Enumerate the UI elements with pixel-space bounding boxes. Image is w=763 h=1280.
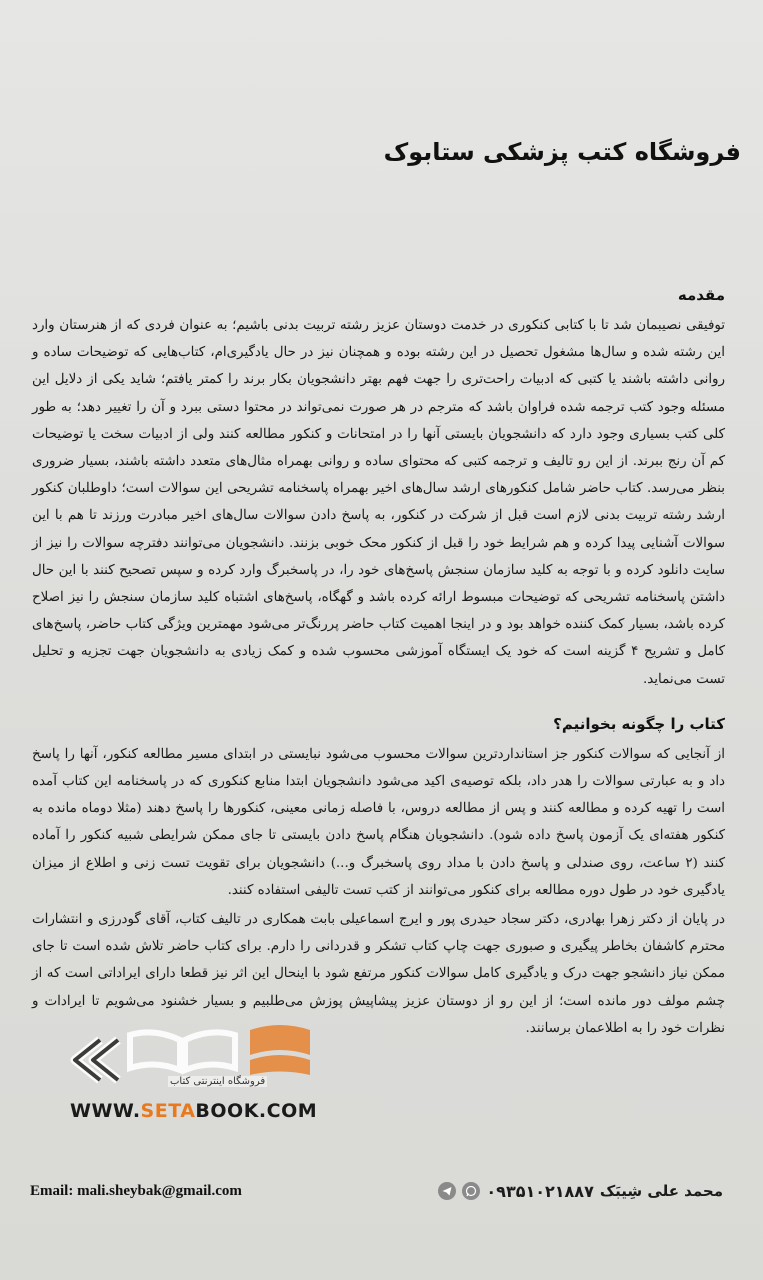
store-title: فروشگاه کتب پزشکی ستابوک [383, 138, 741, 166]
intro-heading: مقدمه [677, 286, 725, 304]
howto-paragraph-2: در پایان از دکتر زهرا بهادری، دکتر سجاد حیدری پور و ایرج اسماعیلی بابت همکاری در تالیف کتاب، آقای گودرزی و انتشارات محترم کاشفان بخاطر پیگیری و صبوری جهت چاپ کتاب تشکر و قدردانی را دارم. برای کتاب حاضر تلاش شده است تا جای ممکن نیاز دانشجو جهت درک و یادگیری کامل سوالات کنکور مرتفع شود با اینحال این اثر نیز قطعا دارای ایراداتی است که از چشم مولف دور مانده است؛ از این رو از دوستان عزیز پیشاپیش پوزش می‌طلبیم و بسیار خشنود می‌شویم تا ایرادات و نظرات خود را به اطلاعمان برسانند. [32, 912, 725, 1036]
author-name: محمد علی شِیبَک [599, 1182, 723, 1200]
howto-heading: کتاب را چگونه بخوانیم؟ [553, 714, 725, 733]
page-content [32, 286, 725, 1042]
logo-chevrons-icon [75, 1040, 118, 1080]
watermark-url [70, 1100, 317, 1122]
watermark-url-prefix: WWW. [70, 1100, 141, 1122]
watermark-url-accent: SETA [140, 1100, 196, 1122]
phone-number: ۰۹۳۵۱۰۲۱۸۸۷ [486, 1181, 594, 1201]
email-address: Email: mali.sheybak@gmail.com [30, 1182, 242, 1199]
howto-paragraph-1: از آنجایی که سوالات کنکور جز استانداردترین سوالات محسوب می‌شود نبایستی در ابتدای مسیر مطالعه کنکور، آنها را پاسخ داد و به عبارتی سوالات را هدر داد، بلکه توصیه‌ی اکید می‌شود دانشجویان ابتدا منابع کنکوری که در پاسخنامه این کتاب آمده است را تهیه کرده و مطالعه کنند و پس از مطالعه دروس، با فاصله زمانی معینی، کنکورها را پاسخ دهند (مثلا دوماه مانده به کنکور هفته‌ای یک آزمون پاسخ داده شود). دانشجویان هنگام پاسخ دادن بایستی تا جای ممکن شرایطی شبیه کنکور را آماده کنند (۲ ساعت، روی صندلی و پاسخ دادن با مداد روی پاسخبرگ و...) دانشجویان برای تقویت تست زنی و اطلاع از میزان یادگیری خود در طول دوره مطالعه برای کنکور می‌توانند از کتب تست تالیفی استفاده کنند. [32, 746, 726, 898]
whatsapp-icon [462, 1182, 480, 1200]
telegram-icon [438, 1182, 456, 1200]
contact-footer [30, 1176, 723, 1206]
author-contact [438, 1182, 723, 1201]
watermark-url-suffix: BOOK.COM [195, 1100, 318, 1122]
watermark-subtitle: فروشگاه اینترنتی کتاب [170, 1076, 266, 1087]
intro-paragraph: توفیقی نصیبمان شد تا با کتابی کنکوری در خدمت دوستان عزیز رشته تربیت بدنی باشیم؛ به عنوان فردی که از هنرستان وارد این رشته شده و سال‌ها مشغول تحصیل در این رشته بوده و همچنان نیز در حال یادگیری‌ام، کتاب‌هایی که توضیحات ساده و روانی داشته باشند یا کتبی که ادبیات راحت‌تری را جهت فهم بهتر دانشجویان بکار برند را کمتر یافتم؛ شاید یکی از دلایل این مسئله وجود کتب ترجمه شده فراوان باشد که مترجم در هر صورت نمی‌تواند در محتوا دستی ببرد و آن را تغییر دهد؛ به طور کلی کتب بسیاری وجود دارد که دانشجویان بایستی آنها را در امتحانات و کنکور مطالعه کنند ولی از ادبیات سخت یا توضیحات کم آن رنج ببرند. از این رو تالیف و ترجمه کتبی که محتوای ساده و روانی بهمراه مثال‌های متعدد داشته باشند، بسیار ضروری بنظر می‌رسد. کتاب حاضر شامل کنکورهای ارشد سال‌های اخیر بهمراه پاسخنامه تشریحی این سوالات است؛ داوطلبان کنکور ارشد رشته تربیت بدنی لازم است قبل از شرکت در کنکور، به پاسخ دادن سوالات سال‌های اخیر مبادرت ورزند تا هم با این سوالات آشنایی پیدا کرده و هم شرایط خود را قبل از کنکور محک خوبی بزنند. دانشجویان می‌توانند دفترچه سوالات را نیز از سایت دانلود کرده و با توجه به کلید سازمان سنجش پاسخ‌های خود را، در پاسخبرگ وارد کرده و سپس تصحیح کنند با این حال داشتن پاسخنامه تشریحی که توضیحات مبسوط ارائه کرده باشد و گهگاه، پاسخ‌های اشتباه کلید سازمان سنجش را نیز اصلاح کرده باشد، بسیار کمک کننده خواهد بود و در اینجا اهمیت کتاب حاضر پررنگ‌تر می‌شود مهمترین ویژگی کتاب حاضر، پاسخ‌های کامل و تشریح ۴ گزینه است که خود یک ایستگاه آموزشی محسوب شده و کمک زیادی به دانشجویان جهت تجزیه و تحلیل تست می‌نماید. [32, 318, 726, 687]
